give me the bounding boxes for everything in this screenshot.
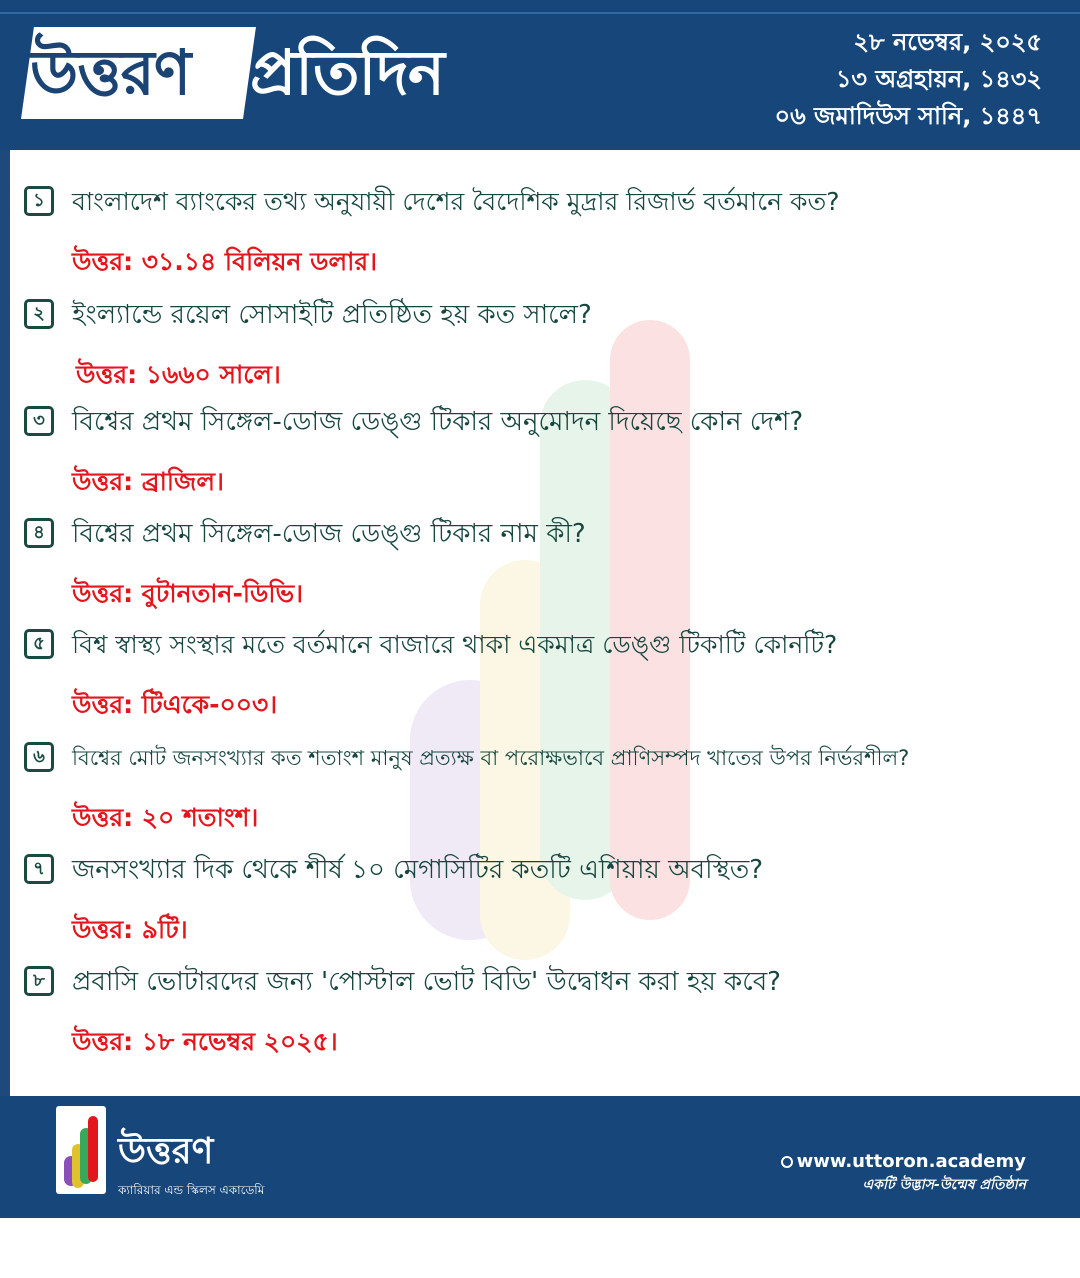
answer-text: উত্তর: ৯টি। (72, 915, 188, 944)
question-number: ৬ (24, 742, 54, 772)
answer-text: উত্তর: টিএকে-০০৩। (72, 690, 278, 719)
answer-text: উত্তর: ২০ শতাংশ। (72, 803, 259, 832)
answer-text: উত্তর: ১৮ নভেম্বর ২০২৫। (72, 1027, 338, 1056)
question-number: ৮ (24, 966, 54, 996)
question-number: ৭ (24, 854, 54, 884)
answer-text: উত্তর: ৩১.১৪ বিলিয়ন ডলার। (72, 247, 378, 276)
question-text: প্রবাসি ভোটারদের জন্য 'পোস্টাল ভোট বিডি' উদ্বোধন করা হয় কবে? (72, 967, 781, 997)
footer-brand: উত্তরণ (118, 1131, 214, 1172)
question-number: ৪ (24, 518, 54, 548)
website-url: www.uttoron.academy (796, 1151, 1026, 1172)
date-block (774, 24, 1042, 135)
brand-title-part1: উত্তরণ (30, 36, 191, 109)
globe-icon (781, 1156, 793, 1168)
question-text: বাংলাদেশ ব্যাংকের তথ্য অনুযায়ী দেশের বৈদেশিক মুদ্রার রিজার্ভ বর্তমানে কত? (72, 187, 840, 216)
answer-text: উত্তর: বুটানতান-ডিভি। (72, 579, 304, 608)
question-text: ইংল্যান্ডে রয়েল সোসাইটি প্রতিষ্ঠিত হয় কত সালে? (72, 300, 592, 330)
footer (0, 1096, 1080, 1218)
question-text: বিশ্ব স্বাস্থ্য সংস্থার মতে বর্তমানে বাজারে থাকা একমাত্র ডেঙ্গু টিকাটি কোনটি? (72, 630, 838, 659)
qa-panel (10, 150, 1080, 1096)
answer-text: উত্তর: ব্রাজিল। (72, 467, 224, 496)
footer-logo (56, 1106, 106, 1194)
question-text: বিশ্বের প্রথম সিঙ্গেল-ডোজ ডেঙ্গু টিকার অনুমোদন দিয়েছে কোন দেশ? (72, 407, 804, 437)
bangla-date: ১৩ অগ্রহায়ন, ১৪৩২ (835, 65, 1042, 93)
uttoron-logo-icon (56, 1106, 106, 1194)
header (0, 0, 1080, 150)
answer-text: উত্তর: ১৬৬০ সালে। (76, 360, 281, 389)
footer-subtitle: ক্যারিয়ার এন্ড স্কিলস একাডেমি (118, 1183, 265, 1197)
hijri-date: ০৬ জমাদিউস সানি, ১৪৪৭ (774, 102, 1042, 130)
header-divider (0, 12, 1080, 14)
footer-tagline: একটি উদ্ভাস-উন্মেষ প্রতিষ্ঠান (862, 1177, 1026, 1193)
question-text: বিশ্বের প্রথম সিঙ্গেল-ডোজ ডেঙ্গু টিকার নাম কী? (72, 519, 586, 549)
website-link[interactable] (781, 1150, 1026, 1174)
question-number: ৩ (24, 406, 54, 436)
footer-contact (781, 1150, 1026, 1196)
brand-title-part2: প্রতিদিন (250, 36, 444, 109)
question-number: ২ (24, 299, 54, 329)
gregorian-date: ২৮ নভেম্বর, ২০২৫ (853, 28, 1042, 56)
question-text: জনসংখ্যার দিক থেকে শীর্ষ ১০ মেগাসিটির কতটি এশিয়ায় অবস্থিত? (72, 855, 764, 885)
question-number: ৫ (24, 629, 54, 659)
question-number: ১ (24, 186, 54, 216)
question-text: বিশ্বের মোট জনসংখ্যার কত শতাংশ মানুষ প্রত্যক্ষ বা পরোক্ষভাবে প্রাণিসম্পদ খাতের উপর নির্ভরশীল? (72, 746, 910, 770)
